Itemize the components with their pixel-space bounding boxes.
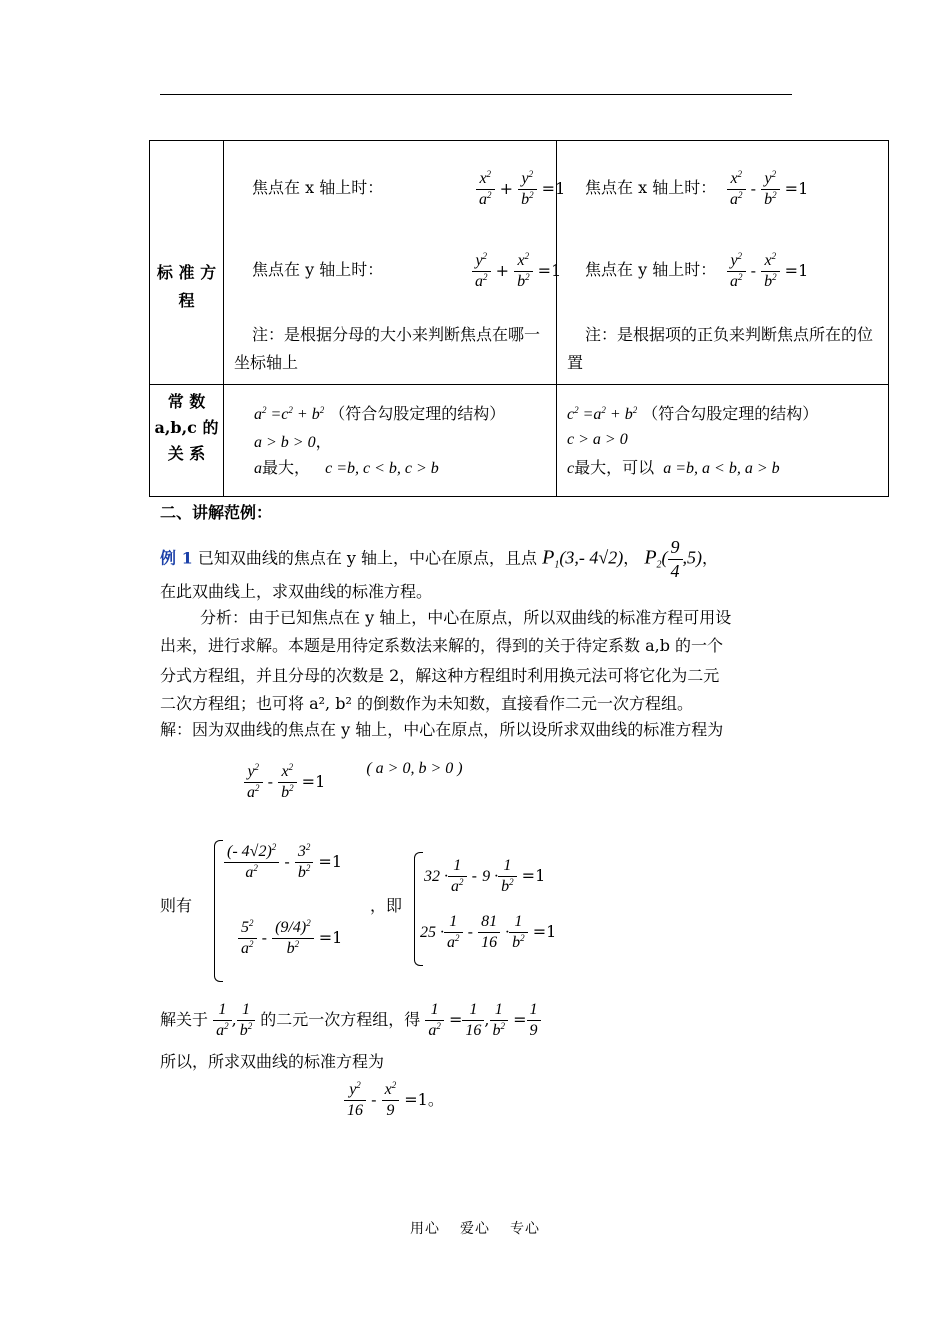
ellipse-max: a最大， c =b, c < b, c > b (254, 458, 439, 477)
system-2-eq-1: 32 · $\frac{1}{a^2}$ - 9 · $\frac{1}{b^2}$ =1 (424, 857, 546, 895)
solve-line: 解关于 $\frac{1}{a^2}$ , $\frac{1}{b^2}$ 的二元一次方程组，得 $\frac{1}{a^2}$ = $\frac{1}{16}$ , $\frac{1}{b^2}$ = $\frac{1}{9}$ (160, 1000, 541, 1041)
analysis-4: 二次方程组；也可将 a², b² 的倒数作为未知数，直接看作二元一次方程组。 (160, 694, 693, 713)
header-rule (160, 94, 792, 95)
analysis-3: 分式方程组，并且分母的次数是 2，解这种方程组时利用换元法可将它化为二元 (160, 666, 720, 685)
assumed-equation: $\frac{y^2}{a^2}$ - $\frac{x^2}{b^2}$ =1 ( a > 0, b > 0 ) (244, 762, 463, 803)
example-line-2: 在此双曲线上，求双曲线的标准方程。 (160, 582, 433, 601)
comparison-table (149, 140, 889, 497)
hyperbola-y-equation: $\frac{y^2}{a^2}$ - $\frac{x^2}{b^2}$ =1 (727, 251, 808, 292)
system-1-eq-2: $\frac{5^2}{a^2}$ - $\frac{(9/4)^2}{b^2}$ =1 (238, 918, 342, 959)
ie-label: ，即 (370, 896, 403, 915)
system-1-eq-1: $\frac{(- 4√2)^2}{a^2}$ - $\frac{3^2}{b^2}$ =1 (224, 842, 342, 883)
final-equation: $\frac{y^2}{16}$ - $\frac{x^2}{9}$ =1。 (344, 1080, 444, 1121)
analysis-1: 分析：由于已知焦点在 y 轴上，中心在原点，所以双曲线的标准方程可用设 (200, 608, 732, 627)
row-label-constants: 常 数 a,b,c 的 关 系 (150, 385, 224, 497)
hyperbola-note: 注：是根据项的正负来判断焦点所在的位置 (567, 325, 874, 372)
solution-1: 解：因为双曲线的焦点在 y 轴上，中心在原点，所以设所求双曲线的标准方程为 (160, 720, 724, 739)
ellipse-note: 注：是根据分母的大小来判断焦点在哪一坐标轴上 (234, 325, 541, 372)
system-brace-1 (214, 840, 223, 982)
ellipse-pythagoras: $a^2 =c^2 + b^2$ （符合勾股定理的结构） (254, 404, 506, 423)
example-line-1: 例 1 已知双曲线的焦点在 y 轴上，中心在原点，且点 $P_1(3,-$ 4√2)， $P_2$( $\frac{9}{4}$ ,5)， (160, 537, 719, 581)
hyperbola-equation-cell (557, 141, 889, 385)
system-2-eq-2: 25 · $\frac{1}{a^2}$ - $\frac{81}{16}$ · $\frac{1}{b^2}$ =1 (420, 913, 557, 951)
section-heading: 二、讲解范例： (160, 503, 273, 522)
so-line: 所以，所求双曲线的标准方程为 (160, 1052, 385, 1071)
hyperbola-max: c最大，可以 a =b, a < b, a > b (567, 458, 780, 477)
ellipse-y-equation: $\frac{y^2}{a^2}$ + $\frac{x^2}{b^2}$ =1 (472, 251, 561, 292)
hyperbola-y-label: 焦点在 y 轴上时： (585, 260, 717, 279)
ellipse-x-label: 焦点在 x 轴上时： (252, 178, 384, 197)
then-label: 则有 (160, 896, 193, 915)
hyperbola-pythagoras: $c^2 =a^2 + b^2$ （符合勾股定理的结构） (567, 404, 819, 423)
row-label-standard-equation: 标 准 方 程 (150, 141, 224, 385)
analysis-2: 出来，进行求解。本题是用待定系数法来解的，得到的关于待定系数 a,b 的一个 (160, 636, 724, 655)
ellipse-equation-cell (224, 141, 566, 385)
ellipse-y-label: 焦点在 y 轴上时： (252, 260, 384, 279)
ellipse-x-equation: $\frac{x^2}{a^2}$ + $\frac{y^2}{b^2}$ =1 (476, 169, 565, 210)
hyperbola-constants-cell (557, 385, 889, 497)
ellipse-inequality: a > b > 0， (254, 432, 332, 451)
hyperbola-inequality: c > a > 0 (567, 431, 628, 448)
ellipse-constants-cell (224, 385, 557, 497)
footer: 用心 爱心 专心 (410, 1221, 540, 1237)
hyperbola-x-label: 焦点在 x 轴上时： (585, 178, 717, 197)
hyperbola-x-equation: $\frac{x^2}{a^2}$ - $\frac{y^2}{b^2}$ =1 (727, 169, 808, 210)
